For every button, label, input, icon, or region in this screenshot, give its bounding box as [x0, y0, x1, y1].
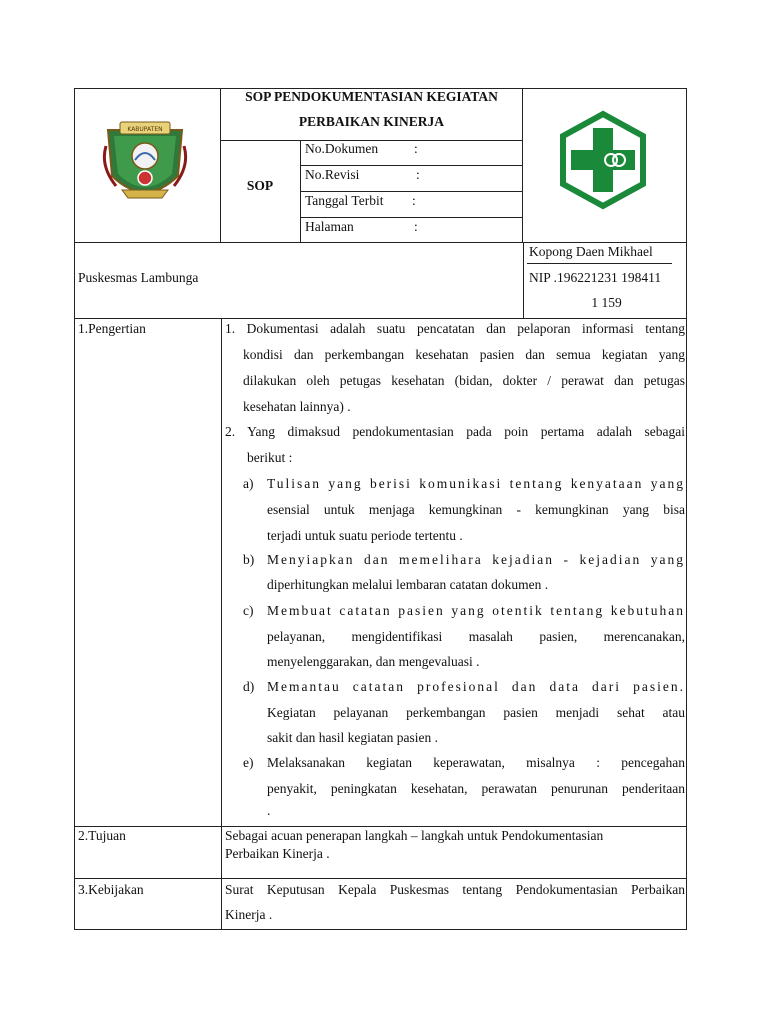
signature-row: [74, 243, 687, 319]
kebijakan-label: 3.Kebijakan: [78, 882, 144, 897]
item-c-marker: c): [243, 603, 254, 618]
tujuan-label: 2.Tujuan: [78, 828, 126, 843]
puskesmas-name: Puskesmas Lambunga: [78, 270, 199, 285]
item-a-line-2: esensial untuk menjaga kemungkinan - kemungkinan yang bisa: [267, 502, 685, 517]
item-d-line-2: Kegiatan pelayanan perkembangan pasien menjadi sehat atau: [267, 705, 685, 720]
item-e-line-1: Melaksanakan kegiatan keperawatan, misalnya : pencegahan: [267, 755, 685, 770]
meta-no-dokumen-colon: :: [414, 141, 418, 156]
item-a-marker: a): [243, 476, 254, 491]
item-c-line-3: menyelenggarakan, dan mengevaluasi .: [267, 654, 480, 669]
sop-label: SOP: [246, 178, 274, 193]
item-a-line-3: terjadi untuk suatu periode tertentu .: [267, 528, 463, 543]
item-d-marker: d): [243, 679, 255, 694]
signatory-nip-line-2: 1 159: [591, 295, 622, 310]
item-d-line-3: sakit dan hasil kegiatan pasien .: [267, 730, 438, 745]
item-c-line-1: Membuat catatan pasien yang otentik tentang kebutuhan: [267, 603, 685, 618]
pengertian-p1-line-4: kesehatan lainnya) .: [243, 399, 351, 414]
item-a-line-1: Tulisan yang berisi komunikasi tentang kenyataan yang: [267, 476, 685, 491]
item-d-line-1: Memantau catatan profesional dan data dari pasien.: [267, 679, 685, 694]
emblem-text: KABUPATEN: [127, 126, 163, 133]
regency-emblem-logo: [102, 116, 188, 211]
signatory-name: Kopong Daen Mikhael: [529, 244, 653, 259]
item-e-marker: e): [243, 755, 254, 770]
sop-body-table: [74, 243, 687, 930]
item-b-line-1: Menyiapkan dan memelihara kejadian - kejadian yang: [267, 552, 685, 567]
tujuan-row: [74, 827, 687, 879]
meta-halaman-colon: :: [414, 219, 418, 234]
kebijakan-line-2: Kinerja .: [225, 907, 273, 922]
meta-halaman-label: Halaman: [305, 219, 354, 234]
item-e-line-3: .: [267, 803, 271, 818]
document-title-line-1: SOP PENDOKUMENTASIAN KEGIATAN: [245, 89, 498, 104]
pengertian-row: [74, 319, 687, 827]
tujuan-line-1: Sebagai acuan penerapan langkah – langkah untuk Pendokumentasian: [225, 828, 604, 843]
pengertian-p1-line-2: kondisi dan perkembangan kesehatan pasien dan semua kegiatan yang: [243, 347, 685, 362]
item-b-line-2: diperhitungkan melalui lembaran catatan dokumen .: [267, 577, 549, 592]
item-c-line-2: pelayanan, mengidentifikasi masalah pasien, merencanakan,: [267, 629, 685, 644]
document-title-line-2: PERBAIKAN KINERJA: [298, 114, 445, 129]
meta-tanggal-terbit-label: Tanggal Terbit: [305, 193, 384, 208]
pengertian-label: 1.Pengertian: [78, 321, 146, 336]
sop-header: [74, 88, 687, 243]
meta-no-dokumen-label: No.Dokumen: [305, 141, 379, 156]
kebijakan-row: [74, 879, 687, 930]
item-b-marker: b): [243, 552, 255, 567]
item-e-line-2: penyakit, peningkatan kesehatan, perawatan penurunan penderitaan: [267, 781, 685, 796]
tujuan-line-2: Perbaikan Kinerja .: [225, 846, 330, 861]
pengertian-p2-line-1: 2. Yang dimaksud pendokumentasian pada poin pertama adalah sebagai: [225, 424, 685, 439]
meta-no-revisi-colon: :: [416, 167, 420, 182]
pengertian-p1-line-3: dilakukan oleh petugas kesehatan (bidan, dokter / perawat dan petugas: [243, 373, 685, 388]
puskesmas-cross-logo: [557, 110, 649, 215]
signatory-nip-line-1: NIP .196221231 198411: [529, 270, 662, 285]
meta-tanggal-terbit-colon: :: [412, 193, 416, 208]
kebijakan-line-1: Surat Keputusan Kepala Puskesmas tentang Pendokumentasian Perbaikan: [225, 882, 685, 897]
pengertian-p1-line-1: 1. Dokumentasi adalah suatu pencatatan dan pelaporan informasi tentang: [225, 321, 685, 336]
pengertian-p2-line-2: berikut :: [247, 450, 293, 465]
meta-no-revisi-label: No.Revisi: [305, 167, 360, 182]
